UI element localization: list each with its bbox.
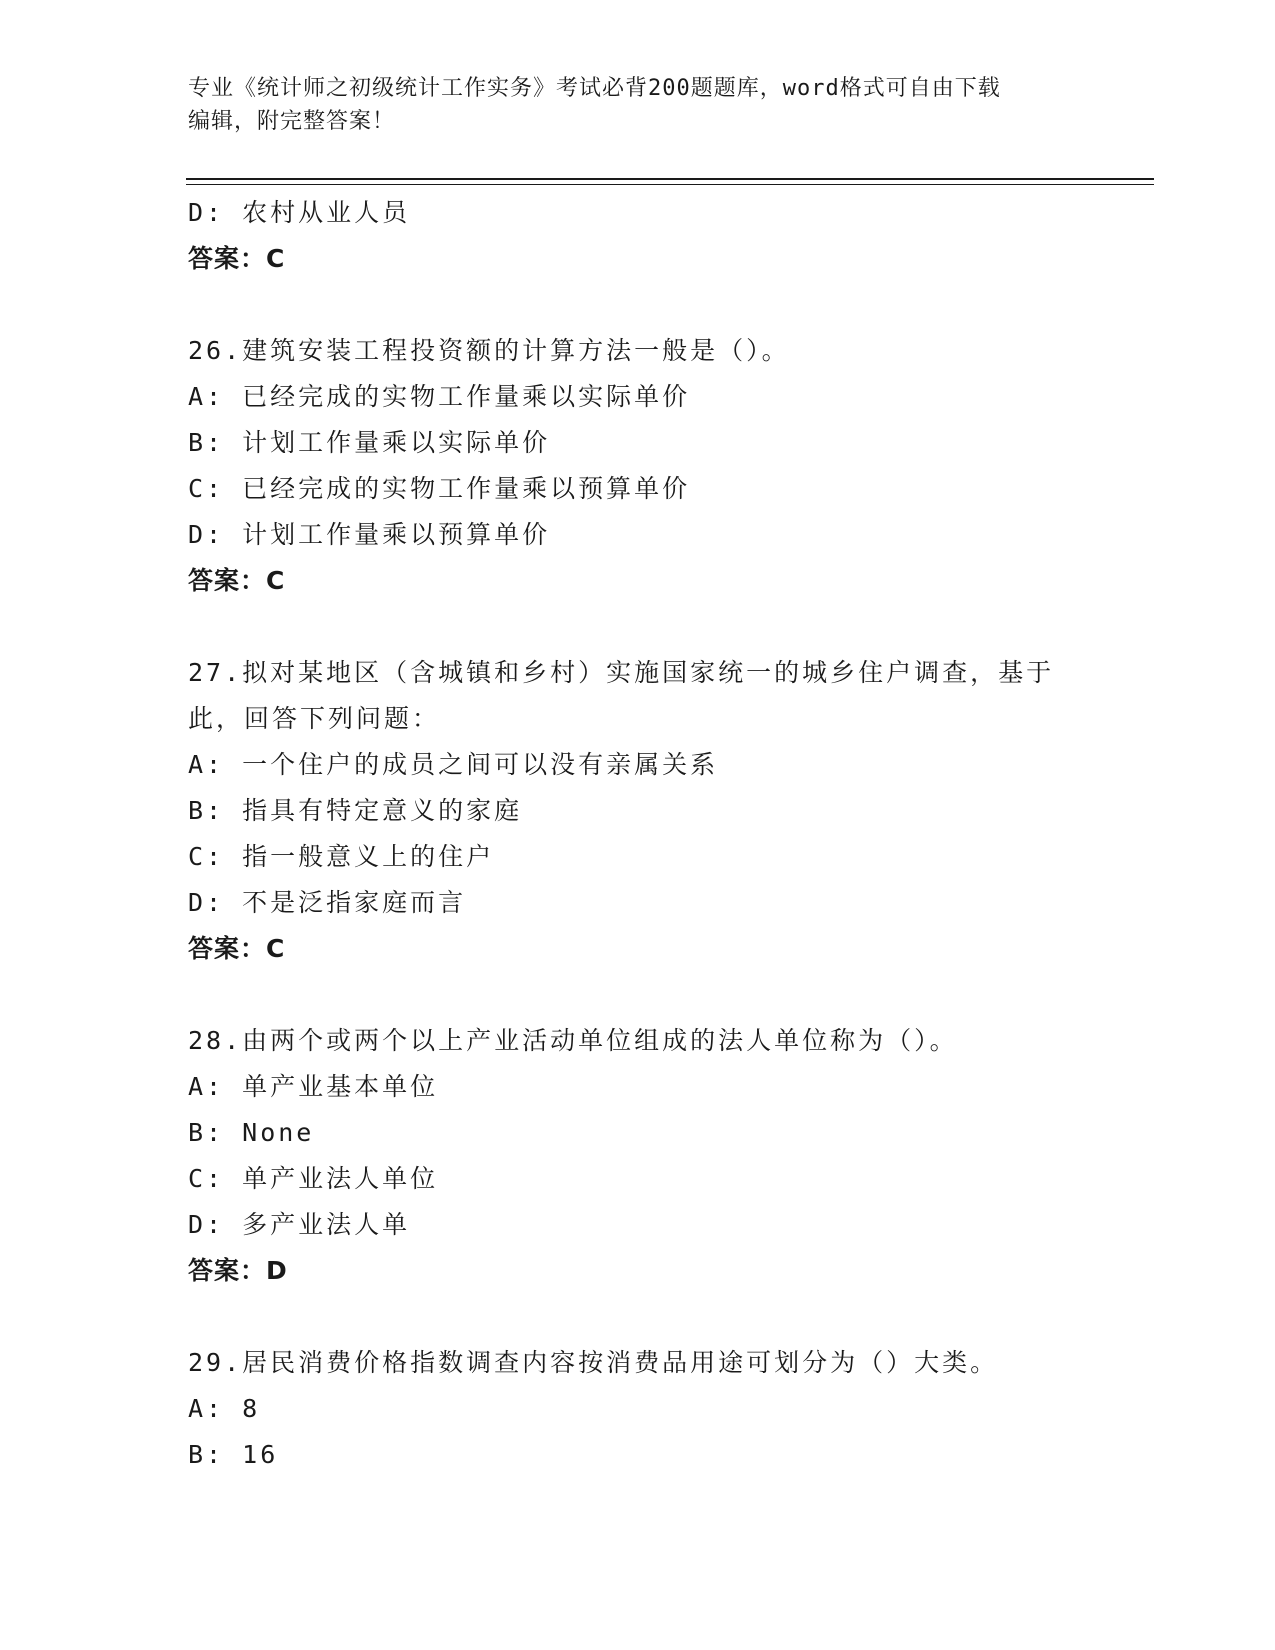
option-b: B: 16 <box>188 1440 279 1469</box>
spacer <box>188 972 1108 1018</box>
header-rule-thin <box>186 184 1154 185</box>
header-line-2: 编辑，附完整答案！ <box>188 109 396 134</box>
question-stem: 26.建筑安装工程投资额的计算方法一般是（）。 <box>188 336 790 365</box>
document-header <box>188 72 1088 138</box>
option-b: B: 计划工作量乘以实际单价 <box>188 428 551 457</box>
option-c: C: 单产业法人单位 <box>188 1164 439 1193</box>
answer-line: 答案：C <box>188 566 286 595</box>
answer-line: 答案：D <box>188 1256 288 1285</box>
spacer <box>188 282 1108 328</box>
header-line-1: 专业《统计师之初级统计工作实务》考试必背200题题库，word格式可自由下载 <box>188 76 1001 101</box>
header-rule-thick <box>186 178 1154 180</box>
question-stem: 29.居民消费价格指数调查内容按消费品用途可划分为（）大类。 <box>188 1348 999 1377</box>
option-d: D: 多产业法人单 <box>188 1210 411 1239</box>
question-stem-line-2: 此，回答下列问题： <box>188 704 441 733</box>
option-a: A: 8 <box>188 1394 261 1423</box>
option-a: A: 单产业基本单位 <box>188 1072 439 1101</box>
option-c: C: 指一般意义上的住户 <box>188 842 495 871</box>
answer-line: 答案：C <box>188 934 286 963</box>
spacer <box>188 604 1108 650</box>
question-stem-line-1: 27.拟对某地区（含城镇和乡村）实施国家统一的城乡住户调查，基于 <box>188 658 1055 687</box>
option-a: A: 已经完成的实物工作量乘以实际单价 <box>188 382 691 411</box>
option-b: B: None <box>188 1118 315 1147</box>
option-b: B: 指具有特定意义的家庭 <box>188 796 523 825</box>
question-list <box>188 190 1108 1478</box>
answer-line: 答案：C <box>188 244 286 273</box>
spacer <box>188 1294 1108 1340</box>
option-d: D: 农村从业人员 <box>188 198 411 227</box>
question-stem: 28.由两个或两个以上产业活动单位组成的法人单位称为（）。 <box>188 1026 958 1055</box>
option-d: D: 不是泛指家庭而言 <box>188 888 467 917</box>
option-c: C: 已经完成的实物工作量乘以预算单价 <box>188 474 691 503</box>
option-d: D: 计划工作量乘以预算单价 <box>188 520 551 549</box>
option-a: A: 一个住户的成员之间可以没有亲属关系 <box>188 750 719 779</box>
